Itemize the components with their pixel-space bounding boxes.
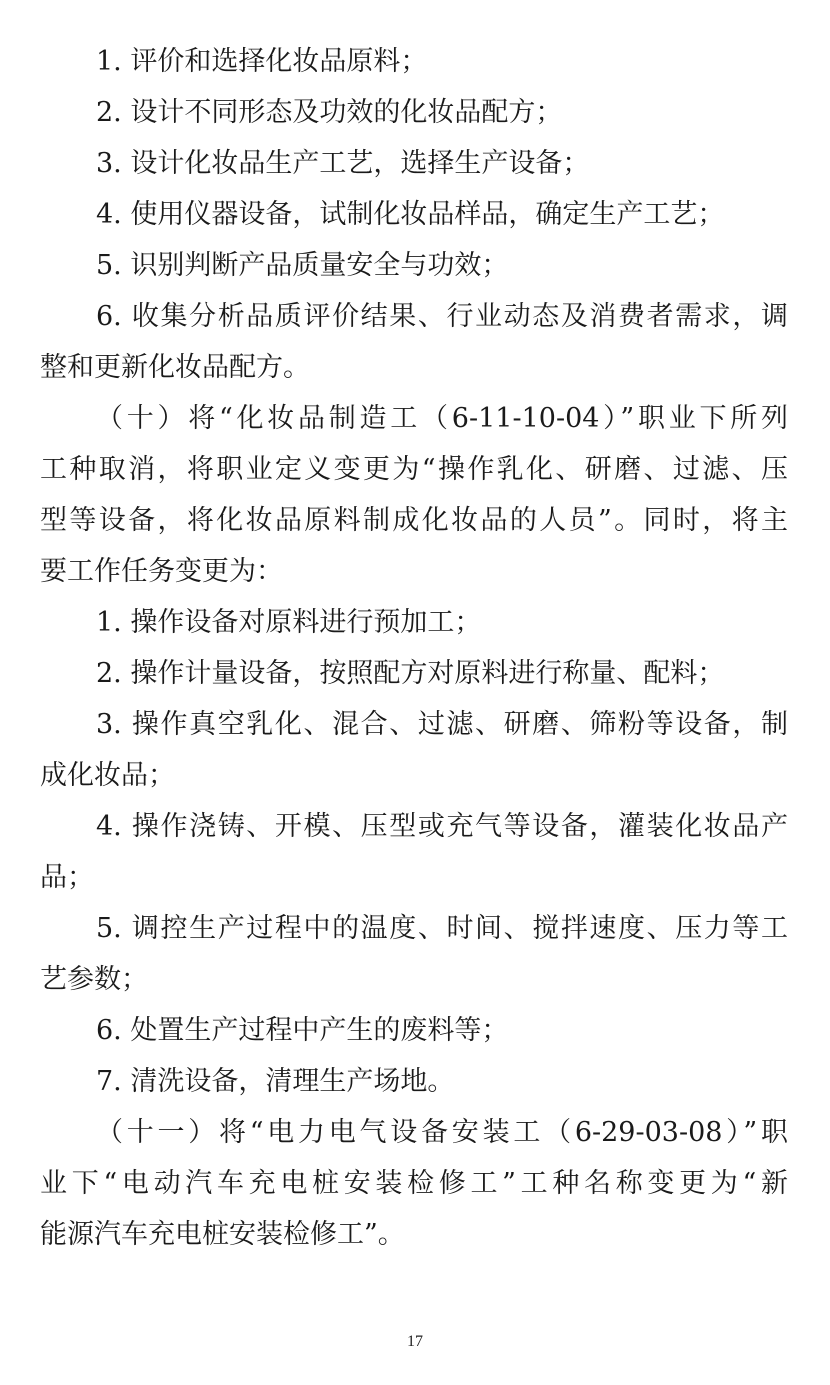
text-line: 品；	[40, 862, 94, 893]
list-item: 2. 设计不同形态及功效的化妆品配方；	[96, 97, 563, 128]
paragraph-line: （十）将“化妆品制造工（6-11-10-04）”职业下所列	[96, 403, 788, 434]
list-item: 1. 操作设备对原料进行预加工；	[96, 607, 482, 638]
text-line: 成化妆品；	[40, 760, 175, 791]
paragraph-line: 业下“电动汽车充电桩安装检修工”工种名称变更为“新	[40, 1168, 788, 1199]
list-item: 7. 清洗设备，清理生产场地。	[96, 1066, 455, 1097]
list-item: 4. 使用仪器设备，试制化妆品样品，确定生产工艺；	[96, 199, 725, 230]
page-number: 17	[407, 1333, 423, 1350]
list-item: 1. 评价和选择化妆品原料；	[96, 46, 428, 77]
paragraph-line: 能源汽车充电桩安装检修工”。	[40, 1219, 405, 1250]
list-item: 6. 收集分析品质评价结果、行业动态及消费者需求，调	[96, 301, 788, 332]
list-item: 4. 操作浇铸、开模、压型或充气等设备，灌装化妆品产	[96, 811, 788, 842]
list-item: 2. 操作计量设备，按照配方对原料进行称量、配料；	[96, 658, 725, 689]
paragraph-line: 型等设备，将化妆品原料制成化妆品的人员”。同时，将主	[40, 505, 788, 536]
paragraph-line: （十一）将“电力电气设备安装工（6-29-03-08）”职	[96, 1117, 788, 1148]
list-item: 5. 识别判断产品质量安全与功效；	[96, 250, 509, 281]
text-line: 整和更新化妆品配方。	[40, 352, 310, 383]
list-item: 6. 处置生产过程中产生的废料等；	[96, 1015, 509, 1046]
paragraph-line: 工种取消，将职业定义变更为“操作乳化、研磨、过滤、压	[40, 454, 788, 485]
list-item: 3. 设计化妆品生产工艺，选择生产设备；	[96, 148, 590, 179]
list-item: 5. 调控生产过程中的温度、时间、搅拌速度、压力等工	[96, 913, 788, 944]
paragraph-line: 要工作任务变更为：	[40, 556, 283, 587]
text-line: 艺参数；	[40, 964, 148, 995]
list-item: 3. 操作真空乳化、混合、过滤、研磨、筛粉等设备，制	[96, 709, 788, 740]
